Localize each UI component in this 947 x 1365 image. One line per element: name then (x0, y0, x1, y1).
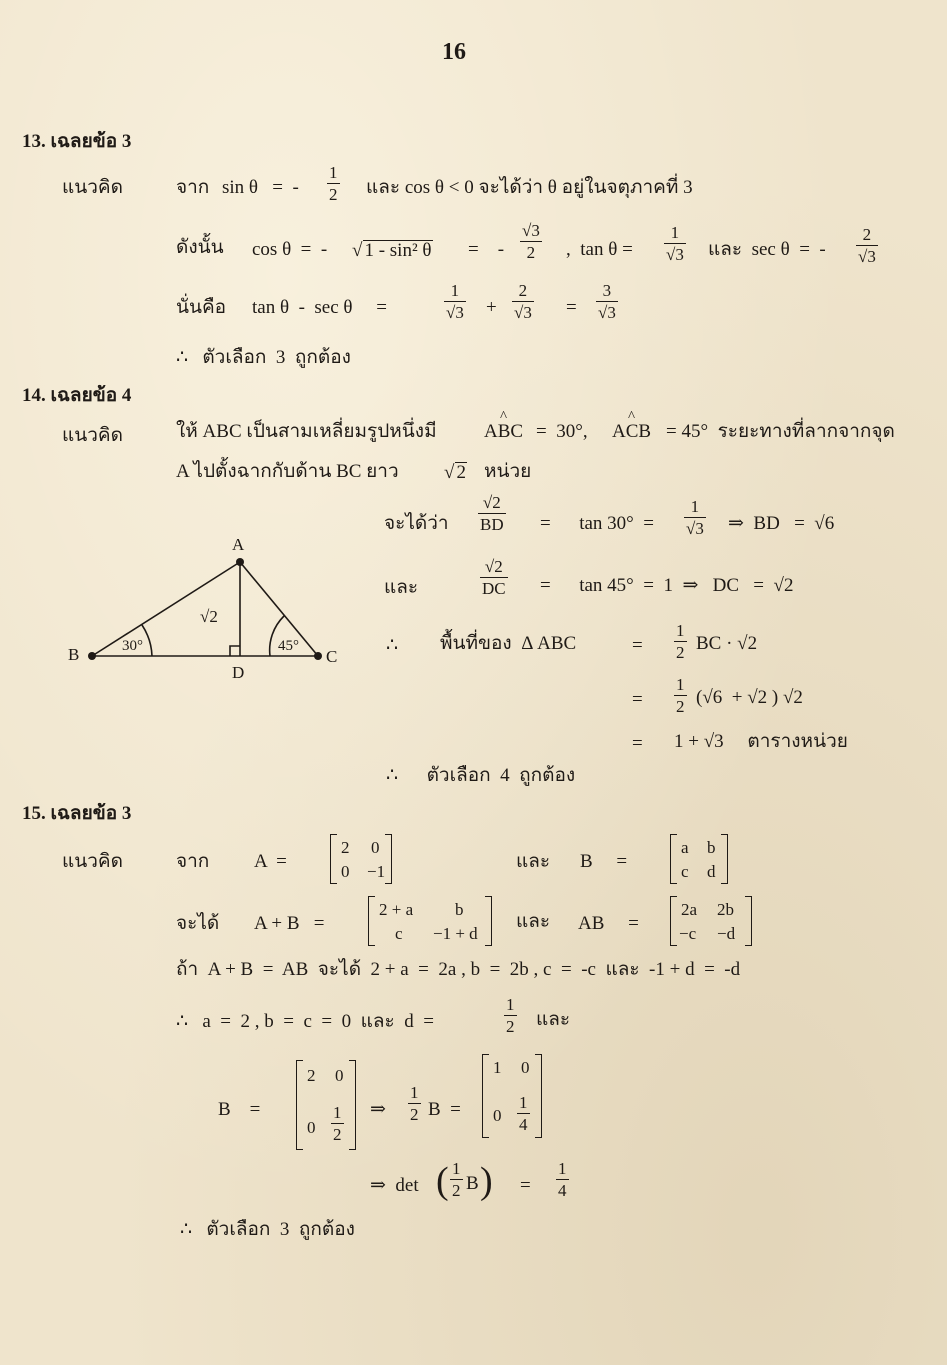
numerator: 1 (558, 1159, 567, 1178)
q14-eq4-equals: = (632, 689, 643, 710)
q14-eq1-tan-fraction (684, 498, 706, 537)
denominator: 4 (519, 1115, 528, 1134)
numerator: 2 (862, 225, 872, 244)
denominator: 2 (333, 1125, 342, 1144)
q13-answer: ∴ ตัวเลือก 3 ถูกต้อง (176, 347, 351, 368)
numerator: 1 (333, 1103, 342, 1122)
denominator: 2 (676, 697, 685, 716)
q15-B-eq: B = (580, 851, 628, 872)
cell: 2a (681, 900, 698, 919)
denominator: √3 (858, 247, 876, 266)
q14-eq3-rhs: BC · √2 (696, 633, 758, 654)
cell: −1 + d (433, 924, 478, 943)
q14-line1-text: ให้ ABC เป็นสามเหลี่ยมรูปหนึ่งมี (176, 421, 437, 442)
numerator: √2 (482, 493, 501, 512)
q14-line2-text: A ไปตั้งฉากกับด้าน BC ยาว (176, 461, 399, 482)
denominator: 2 (676, 643, 685, 662)
q13-equals: = (566, 297, 577, 318)
point-a (236, 558, 244, 566)
q15-halfB-eq: B = (428, 1099, 461, 1120)
numerator: 1 (506, 995, 515, 1014)
q13-plus: + (486, 297, 497, 318)
q13-result-fraction (596, 282, 618, 321)
q15-concept-label: แนวคิด (62, 851, 123, 872)
cell: c (681, 862, 689, 881)
cell: 1 (493, 1058, 502, 1077)
radicand: 1 - sin² θ (364, 240, 432, 261)
q15-arrow-1: ⇒ (370, 1099, 386, 1120)
q15-det-result (556, 1160, 569, 1199)
angle-abc-label: ^ ABC (484, 422, 523, 441)
denominator: 4 (558, 1181, 567, 1200)
cell: 2 (341, 838, 350, 857)
q15-B2-eq: B = (218, 1099, 261, 1120)
q14-angle-abc (484, 422, 523, 441)
q14-line2-unit: หน่วย (484, 461, 532, 482)
cell: −c (679, 924, 697, 943)
q13-thatis: นั่นคือ (176, 297, 227, 318)
cell: −1 (367, 862, 386, 881)
cell: b (455, 900, 464, 919)
q13-sin-expr: sin θ = - (222, 177, 299, 198)
angle-b-arc (142, 625, 152, 656)
cell: a (681, 838, 689, 857)
point-c (314, 652, 322, 660)
angle-acb-label: ^ ACB (612, 422, 651, 441)
q15-and-3: และ (536, 1009, 571, 1030)
q13-heading: 13. เฉลยข้อ 3 (22, 131, 132, 152)
q15-A-eq: A = (254, 851, 287, 872)
matrix-a (330, 834, 392, 884)
cell: −d (717, 924, 736, 943)
numerator: 3 (602, 281, 612, 300)
numerator: 1 (676, 675, 685, 694)
point-b (88, 652, 96, 660)
q15-det-B: B (466, 1173, 479, 1194)
label-a: A (232, 535, 245, 554)
q14-eq1-label: จะได้ว่า (384, 513, 449, 534)
denominator: 2 (506, 1017, 515, 1036)
cell: 0 (307, 1118, 316, 1137)
q15-sum-eq: A + B = (254, 913, 325, 934)
q14-eq4-half (674, 676, 687, 715)
denominator: √3 (514, 303, 532, 322)
cell: 0 (371, 838, 380, 857)
q14-line2-sqrt: √ 2 (444, 462, 466, 483)
q14-angle-acb (612, 422, 651, 441)
q13-concept-label: แนวคิด (62, 177, 123, 198)
label-angle-c: 45° (278, 638, 299, 654)
q14-eq1-fraction (478, 494, 506, 533)
q14-eq3-equals: = (632, 635, 643, 656)
q15-from: จาก (176, 851, 210, 872)
q13-sec-fraction (856, 226, 878, 265)
q15-AB-eq: AB = (578, 913, 639, 934)
cell: 2 (307, 1066, 316, 1085)
q15-heading: 15. เฉลยข้อ 3 (22, 803, 132, 824)
cell: 2b (717, 900, 734, 919)
q13-half-fraction (327, 164, 340, 203)
q14-eq2-label: และ (384, 577, 419, 598)
numerator: 1 (452, 1159, 461, 1178)
q15-d-fraction (504, 996, 517, 1035)
q15-det-half (450, 1160, 463, 1199)
q15-get: จะได้ (176, 913, 220, 934)
q13-sec-expr: และ sec θ = - (708, 239, 826, 260)
matrix-half-b (482, 1054, 542, 1138)
q14-eq3-half (674, 622, 687, 661)
page-number: 16 (442, 39, 466, 65)
numerator: 1 (670, 223, 680, 242)
q13-therefore: ดังนั้น (176, 237, 224, 258)
q15-half-b (408, 1084, 421, 1123)
q15-det-arrow: ⇒ det (370, 1175, 419, 1196)
numerator: 1 (329, 163, 338, 182)
matrix-a-plus-b (368, 896, 492, 946)
label-b: B (68, 645, 80, 664)
numerator: 2 (518, 281, 528, 300)
q13-tan-fraction (664, 224, 686, 263)
numerator: √2 (484, 557, 503, 576)
q14-eq4-rhs: (√6 + √2 ) √2 (696, 687, 803, 708)
q13-tan-expr: , tan θ = (566, 239, 633, 260)
q14-line1-rest: = 45° ระยะทางที่ลากจากจุด (666, 421, 895, 442)
numerator: √3 (522, 221, 540, 240)
q15-det-equals: = (520, 1175, 531, 1196)
numerator: 1 (450, 281, 460, 300)
q13-sqrt-identity: √ 1 - sin² θ (352, 240, 432, 261)
numerator: 1 (676, 621, 685, 640)
q15-condition: ถ้า A + B = AB จะได้ 2 + a = 2a , b = 2b , c = -c และ -1 + d = -d (176, 959, 741, 980)
denominator: √3 (666, 245, 684, 264)
q14-concept-label: แนวคิด (62, 425, 123, 446)
q13-sum-fraction-2 (512, 282, 534, 321)
label-d: D (232, 663, 245, 682)
cell: b (707, 838, 716, 857)
matrix-b-solved (296, 1060, 356, 1150)
cell: d (707, 862, 716, 881)
cell: 0 (341, 862, 350, 881)
denominator: √3 (686, 519, 704, 538)
cell: 0 (335, 1066, 344, 1085)
q15-answer: ∴ ตัวเลือก 3 ถูกต้อง (180, 1219, 355, 1240)
denominator: DC (482, 579, 506, 598)
right-angle-mark (230, 646, 240, 656)
matrix-ab (670, 896, 752, 946)
q14-angle-abc-value: = 30°, (536, 421, 588, 442)
q14-eq5-rhs: 1 + √3 ตารางหน่วย (674, 731, 848, 752)
denominator: 2 (526, 243, 536, 262)
q14-eq2-fraction (480, 558, 508, 597)
q14-answer: ∴ ตัวเลือก 4 ถูกต้อง (386, 765, 576, 786)
denominator: 2 (410, 1105, 419, 1124)
q14-eq3-therefore: ∴ (386, 635, 399, 656)
q14-eq3-area: พื้นที่ของ Δ ABC (440, 633, 577, 654)
q13-cos-condition: และ cos θ < 0 จะได้ว่า θ อยู่ในจตุภาคที่ 3 (366, 177, 693, 198)
q15-det-paren-open: ( (436, 1160, 449, 1202)
label-height: √2 (200, 607, 218, 626)
q15-and-2: และ (516, 911, 551, 932)
q13-sum-fraction-1 (444, 282, 466, 321)
label-c: C (326, 647, 338, 666)
q13-cos-fraction (520, 222, 542, 261)
denominator: √3 (446, 303, 464, 322)
numerator: 1 (410, 1083, 419, 1102)
matrix-b (670, 834, 728, 884)
q13-cos-expr: cos θ = - (252, 239, 328, 260)
denominator: 2 (452, 1181, 461, 1200)
numerator: 1 (519, 1093, 528, 1112)
radicand: 2 (456, 462, 466, 483)
q15-and-1: และ (516, 851, 551, 872)
cell: 0 (493, 1106, 502, 1125)
q14-eq5-equals: = (632, 733, 643, 754)
numerator: 1 (690, 497, 700, 516)
cell: c (395, 924, 403, 943)
triangle-diagram (60, 530, 360, 690)
denominator: BD (480, 515, 504, 534)
q14-eq2-middle: = tan 45° = 1 ⇒ DC = √2 (540, 575, 794, 596)
label-angle-b: 30° (122, 638, 143, 654)
cell: 2 + a (379, 900, 414, 919)
q14-eq1-end: ⇒ BD = √6 (728, 513, 835, 534)
cell-fraction (517, 1094, 530, 1133)
q13-eq-minus: = - (468, 239, 505, 260)
denominator: √3 (598, 303, 616, 322)
denominator: 2 (329, 185, 338, 204)
q14-eq1-middle: = tan 30° = (540, 513, 654, 534)
q13-from: จาก (176, 177, 210, 198)
q15-solution: ∴ a = 2 , b = c = 0 และ d = (176, 1011, 434, 1032)
cell: 0 (521, 1058, 530, 1077)
q15-det-paren-close: ) (480, 1160, 493, 1202)
q13-tan-sec-expr: tan θ - sec θ = (252, 297, 387, 318)
cell-fraction (331, 1104, 344, 1143)
q14-heading: 14. เฉลยข้อ 4 (22, 385, 132, 406)
